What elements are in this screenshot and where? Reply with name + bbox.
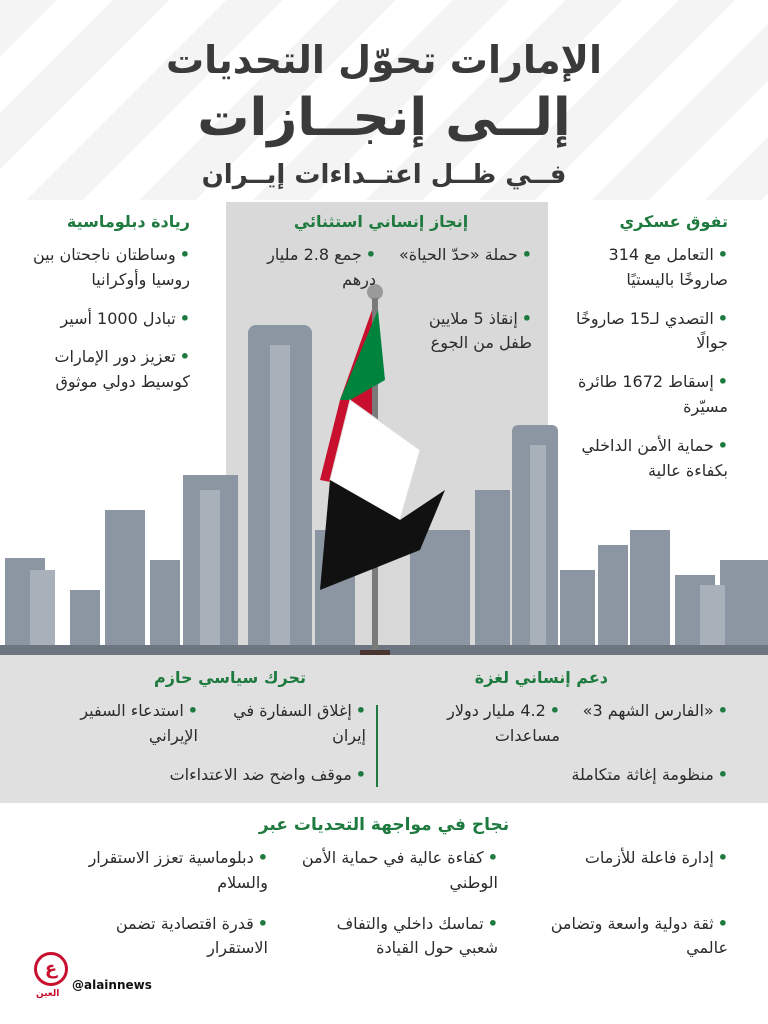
bullet-icon: • (521, 245, 532, 264)
list-item: •كفاءة عالية في حماية الأمن الوطني (301, 848, 498, 892)
list-item: •قدرة اقتصادية تضمن الاستقرار (115, 913, 268, 958)
bullet-icon: • (521, 308, 532, 328)
headline-line-1: الإمارات تحوّل التحديات (166, 38, 602, 82)
list-item: •تبادل 1000 أسير (60, 308, 190, 328)
list-item: •التصدي لـ15 صاروخًا جوالًا (576, 308, 728, 353)
logo-caption: العين (36, 989, 60, 999)
list-item: •وساطتان ناجحتان بين روسيا وأوكرانيا (32, 245, 190, 289)
military-column (576, 212, 728, 497)
list-item: •إغلاق السفارة في إيران (233, 701, 366, 745)
bullet-icon: • (257, 913, 268, 933)
humanitarian-column (230, 212, 532, 370)
bullet-icon: • (365, 245, 376, 264)
political-title: تحرك سياسي حازم (154, 668, 306, 687)
list-item: •إنقاذ 5 ملايين طفل من الجوع (428, 308, 532, 353)
military-title: تفوق عسكري (619, 212, 728, 231)
bullet-icon: • (487, 848, 498, 867)
list-item: •منظومة إغاثة متكاملة (571, 764, 728, 784)
list-item: •موقف واضح ضد الاعتداءات (169, 764, 366, 784)
bullet-icon: • (179, 347, 190, 367)
gaza-row (402, 699, 728, 763)
bullet-icon: • (179, 308, 190, 328)
list-item: •جمع 2.8 مليار درهم (267, 245, 376, 289)
political-action-section (40, 668, 366, 801)
list-item: •ثقة دولية واسعة وتضامن عالمي (550, 913, 728, 958)
social-handle: @alainnews (72, 978, 152, 992)
political-row (40, 699, 366, 763)
headline-line-3: فــي ظــل اعتــداءات إيــران (201, 160, 567, 190)
bullet-icon: • (717, 764, 728, 784)
bullet-icon: • (717, 372, 728, 392)
al-ain-logo-icon: ع (34, 952, 68, 986)
list-item: •إسقاط 1672 طائرة مسيّرة (577, 372, 728, 416)
bullet-icon: • (717, 245, 728, 264)
bullet-icon: • (717, 701, 728, 720)
band-divider (376, 705, 378, 787)
list-item: •إدارة فاعلة للأزمات (584, 848, 728, 867)
bullet-icon: • (717, 913, 728, 933)
list-item: •4.2 مليار دولار مساعدات (447, 701, 560, 745)
list-item: •«الفارس الشهم 3» (582, 701, 728, 720)
list-item: •تعزيز دور الإمارات كوسيط دولي موثوق (54, 347, 190, 392)
bullet-icon: • (179, 245, 190, 264)
bullet-icon: • (549, 701, 560, 720)
bullet-icon: • (487, 913, 498, 933)
headline-line-2: إلــى إنجــازات (197, 88, 571, 148)
humanitarian-title: إنجاز إنساني استثنائي (293, 212, 469, 231)
bullet-icon: • (717, 308, 728, 328)
bullet-icon: • (355, 701, 366, 720)
gaza-title: دعم إنساني لغزة (474, 668, 608, 687)
bullet-icon: • (717, 435, 728, 455)
success-grid (68, 846, 728, 961)
diplomacy-column (20, 212, 190, 409)
list-item: •حماية الأمن الداخلي بكفاءة عالية (581, 435, 728, 480)
bullet-icon: • (355, 764, 366, 784)
list-item: •دبلوماسية تعزز الاستقرار والسلام (88, 848, 268, 892)
bullet-icon: • (257, 848, 268, 867)
list-item: •تماسك داخلي والتفاف شعبي حول القيادة (336, 913, 498, 958)
bullet-icon: • (717, 848, 728, 867)
humanitarian-row (230, 243, 532, 307)
list-item: •استدعاء السفير الإيراني (80, 701, 198, 745)
list-item: •التعامل مع 314 صاروخًا باليستيًا (608, 245, 728, 289)
success-title: نجاح في مواجهة التحديات عبر (258, 815, 510, 835)
gaza-support-section (402, 668, 728, 801)
list-item: •حملة «حدّ الحياة» (398, 245, 532, 264)
bullet-icon: • (187, 701, 198, 720)
diplomacy-title: ريادة دبلوماسية (66, 212, 190, 231)
